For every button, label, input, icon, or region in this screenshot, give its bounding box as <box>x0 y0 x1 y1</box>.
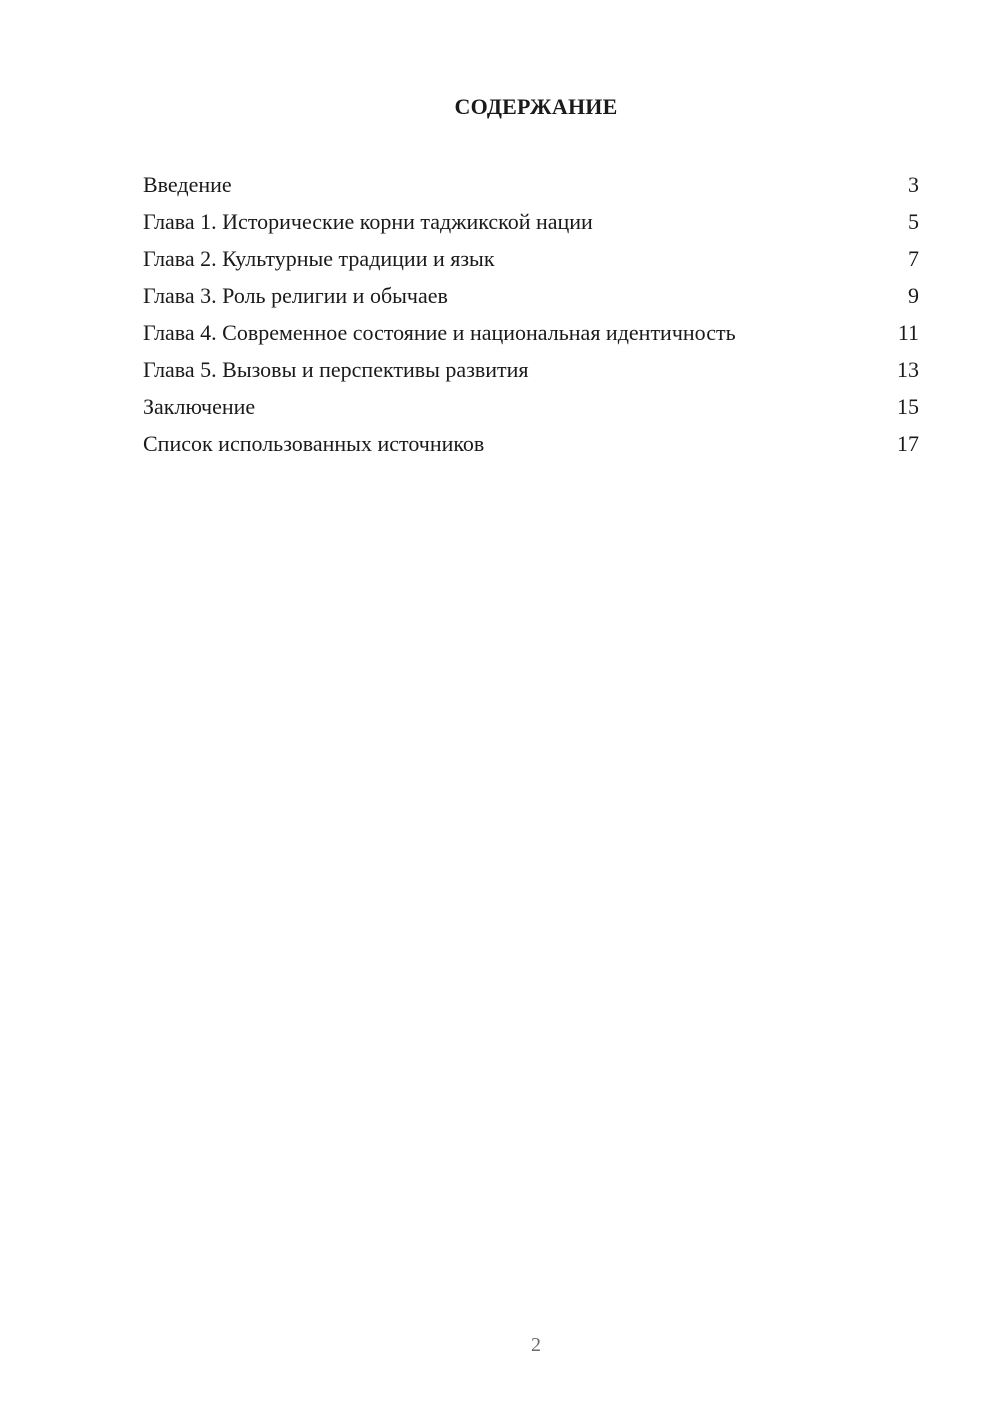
toc-entry-references <box>143 429 919 466</box>
table-of-contents <box>143 170 919 466</box>
toc-entry-title: Глава 3. Роль религии и обычаев <box>143 283 448 308</box>
toc-entry-title: Глава 5. Вызовы и перспективы развития <box>143 357 529 382</box>
toc-entry-title: Введение <box>143 172 232 197</box>
toc-entry-introduction <box>143 170 919 207</box>
toc-entry-title: Глава 2. Культурные традиции и язык <box>143 246 495 271</box>
toc-entry-page: 9 <box>908 283 919 308</box>
toc-entry-title: Заключение <box>143 394 256 419</box>
page-title: СОДЕРЖАНИЕ <box>454 94 618 119</box>
toc-entry-chapter-1 <box>143 207 919 244</box>
toc-entry-page: 15 <box>897 394 919 419</box>
toc-entry-page: 11 <box>897 320 919 345</box>
toc-entry-chapter-4 <box>143 318 919 355</box>
toc-entry-page: 7 <box>908 246 919 271</box>
toc-entry-chapter-2 <box>143 244 919 281</box>
toc-entry-page: 13 <box>897 357 919 382</box>
toc-entry-chapter-3 <box>143 281 919 318</box>
toc-entry-chapter-5 <box>143 355 919 392</box>
toc-entry-title: Глава 1. Исторические корни таджикской нации <box>143 209 593 234</box>
toc-entry-title: Список использованных источников <box>143 431 485 456</box>
toc-entry-page: 3 <box>908 172 919 197</box>
toc-entry-title: Глава 4. Современное состояние и национальная идентичность <box>143 320 736 345</box>
page-number: 2 <box>531 1334 541 1356</box>
toc-entry-page: 17 <box>897 431 919 456</box>
toc-entry-page: 5 <box>908 209 919 234</box>
toc-entry-conclusion <box>143 392 919 429</box>
